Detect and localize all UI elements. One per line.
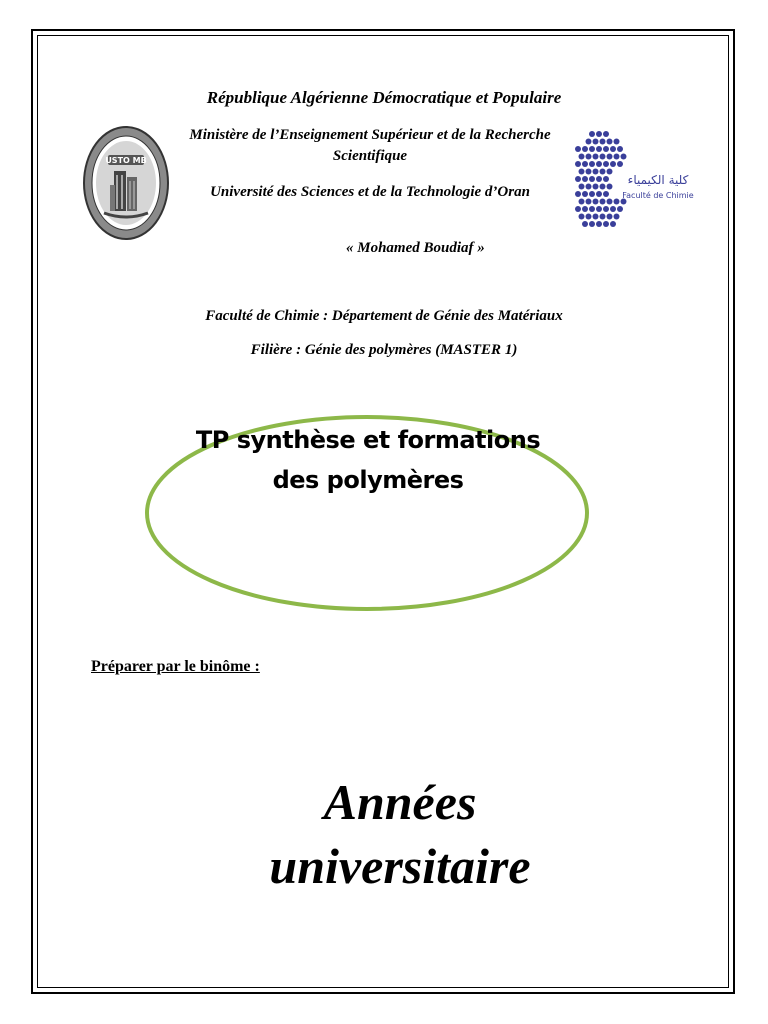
logo-dot: [586, 214, 592, 220]
logo-dot: [593, 154, 599, 160]
logo-dot: [610, 161, 616, 167]
logo-dot: [596, 161, 602, 167]
years-line-1: Années: [323, 774, 477, 830]
logo-dot: [600, 184, 606, 190]
logo-dot: [603, 131, 609, 137]
logo-dot: [596, 206, 602, 212]
logo-dot: [614, 154, 620, 160]
faculty-logo-arabic-text: كلية الكيمياء: [627, 173, 689, 187]
republic-heading: République Algérienne Démocratique et Populaire: [206, 88, 562, 107]
logo-dot: [614, 214, 620, 220]
logo-dot: [575, 191, 581, 197]
logo-dot: [575, 146, 581, 152]
logo-dot: [603, 146, 609, 152]
logo-dot: [579, 214, 585, 220]
logo-dot: [586, 169, 592, 175]
logo-dot: [617, 146, 623, 152]
logo-dot: [610, 206, 616, 212]
logo-dot: [575, 176, 581, 182]
faculty-logo-text: Faculté de Chimie: [622, 191, 694, 200]
logo-dot: [607, 214, 613, 220]
logo-dot: [579, 184, 585, 190]
logo-dot: [582, 206, 588, 212]
logo-dot: [596, 191, 602, 197]
logo-dot: [596, 176, 602, 182]
logo-dot: [603, 176, 609, 182]
logo-dot: [600, 139, 606, 145]
university-founder-name: « Mohamed Boudiaf »: [346, 240, 485, 256]
filiere-line: Filière : Génie des polymères (MASTER 1): [250, 342, 518, 358]
years-line-2: universitaire: [269, 838, 531, 894]
university-heading: Université des Sciences et de la Technologie d’Oran: [210, 184, 530, 200]
logo-dot: [607, 184, 613, 190]
logo-dot: [582, 221, 588, 227]
prepared-by-label: Préparer par le binôme :: [91, 658, 260, 675]
logo-dot: [586, 139, 592, 145]
logo-dot: [589, 176, 595, 182]
faculty-department-line: Faculté de Chimie : Département de Génie des Matériaux: [205, 308, 563, 324]
ministry-heading: Ministère de l’Enseignement Supérieur et de la Recherche Scientifique: [189, 127, 551, 164]
logo-dot: [589, 146, 595, 152]
logo-dot: [579, 154, 585, 160]
logo-dot: [617, 161, 623, 167]
logo-dot: [586, 184, 592, 190]
logo-dot: [579, 199, 585, 205]
logo-dot: [596, 221, 602, 227]
logo-dot: [607, 139, 613, 145]
logo-dot: [593, 214, 599, 220]
logo-dot: [607, 154, 613, 160]
usto-university-logo: [82, 125, 170, 241]
logo-dot: [589, 221, 595, 227]
logo-dot: [600, 199, 606, 205]
logo-dot: [603, 191, 609, 197]
logo-dot: [603, 161, 609, 167]
logo-dot: [593, 169, 599, 175]
logo-dot: [607, 199, 613, 205]
logo-dot: [582, 176, 588, 182]
logo-dot: [600, 154, 606, 160]
logo-dot: [610, 146, 616, 152]
logo-dot: [600, 214, 606, 220]
logo-dot: [621, 154, 627, 160]
faculty-of-chemistry-logo: [566, 126, 694, 238]
logo-dot: [582, 146, 588, 152]
logo-dot: [582, 191, 588, 197]
logo-dot: [596, 131, 602, 137]
logo-dot: [589, 131, 595, 137]
logo-dot: [575, 206, 581, 212]
logo-dot: [603, 221, 609, 227]
logo-dot: [586, 199, 592, 205]
logo-dot: [596, 146, 602, 152]
logo-dot: [603, 206, 609, 212]
logo-dot: [614, 199, 620, 205]
academic-years-heading: [0, 770, 768, 898]
logo-dot: [586, 154, 592, 160]
logo-dot: [589, 161, 595, 167]
tp-title: [120, 420, 616, 500]
logo-dot: [582, 161, 588, 167]
logo-dot: [589, 191, 595, 197]
logo-dot: [610, 221, 616, 227]
logo-dot: [617, 206, 623, 212]
logo-dot: [614, 139, 620, 145]
logo-dot: [579, 169, 585, 175]
tp-title-line-2: des polymères: [272, 466, 464, 494]
logo-dot: [600, 169, 606, 175]
logo-dot: [589, 206, 595, 212]
logo-dot: [607, 169, 613, 175]
logo-dot: [593, 184, 599, 190]
logo-dot: [593, 199, 599, 205]
tp-title-line-1: TP synthèse et formations: [195, 426, 541, 454]
logo-dot: [575, 161, 581, 167]
logo-dot: [593, 139, 599, 145]
usto-logo-text: USTO MB: [105, 156, 147, 165]
